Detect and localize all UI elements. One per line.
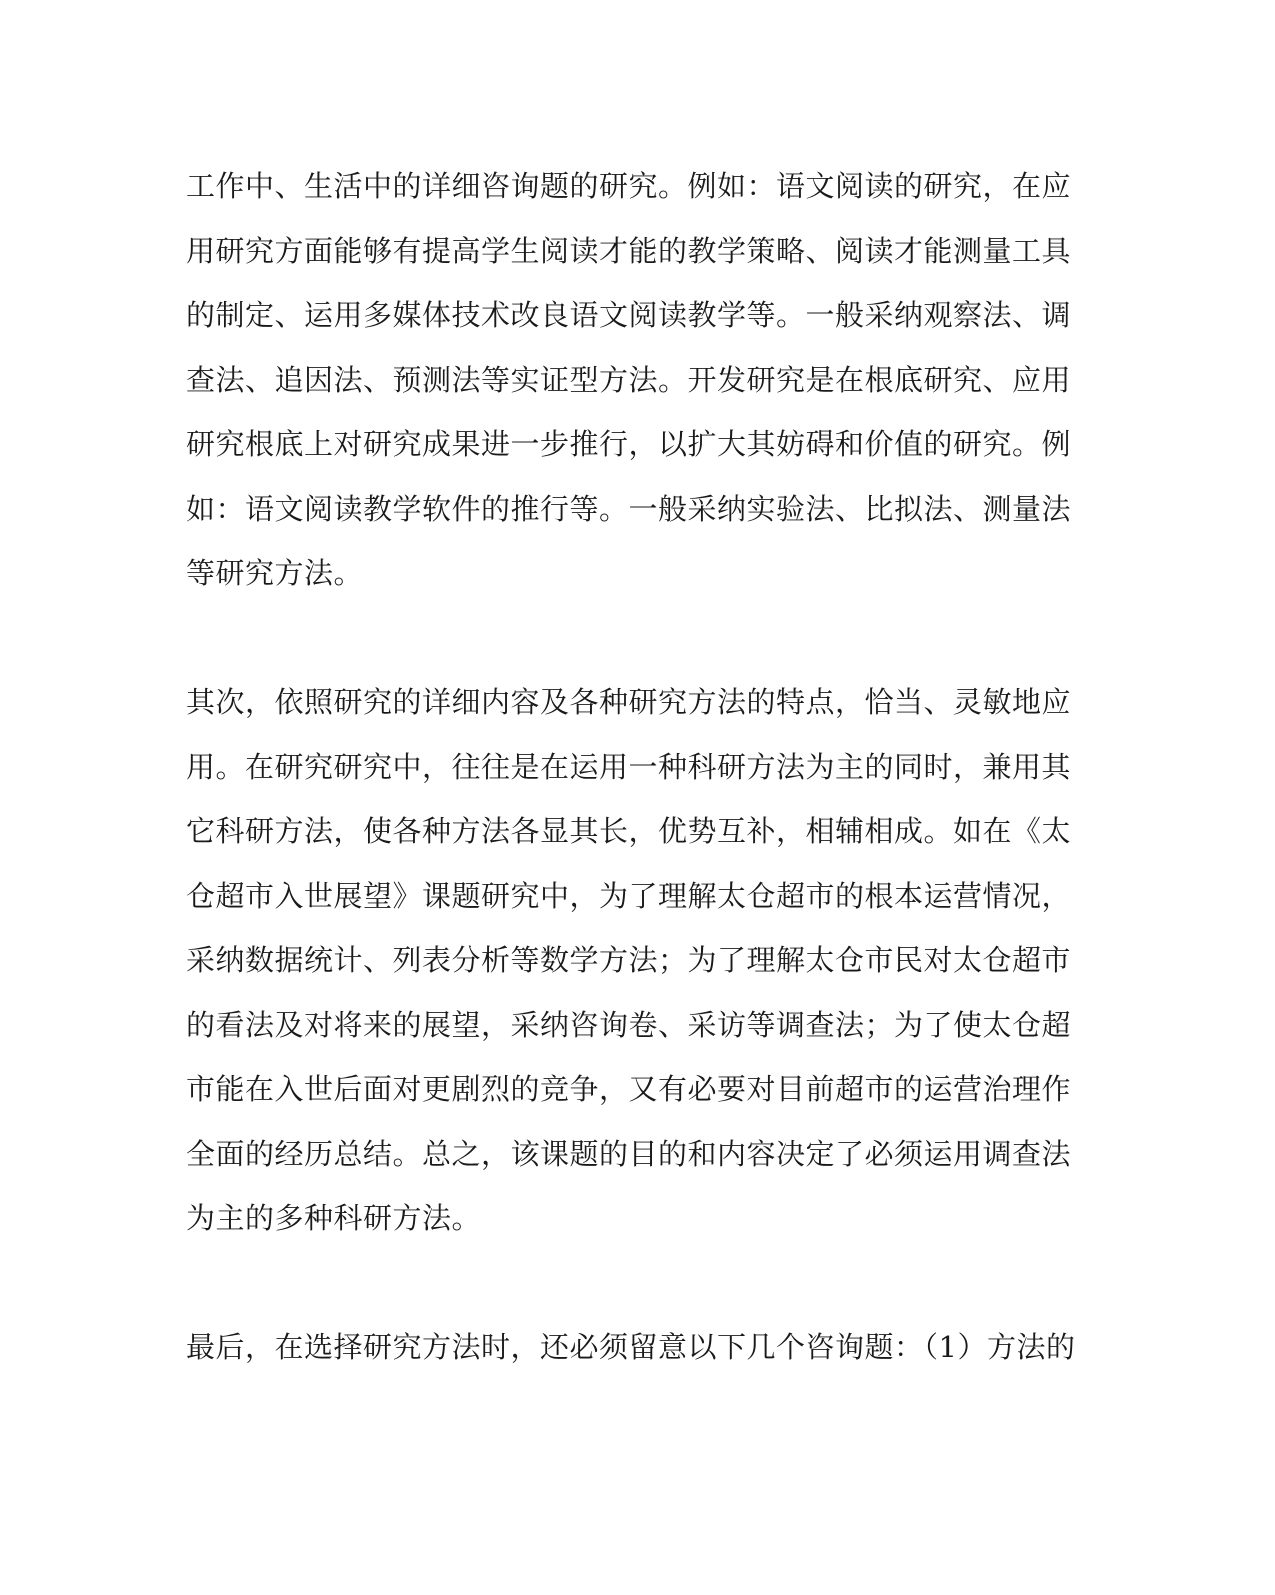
text-line: 等研究方法。: [186, 556, 364, 590]
text-line: 用研究方面能够有提高学生阅读才能的教学策略、阅读才能测量工具: [186, 233, 1072, 268]
text-line: 如：语文阅读教学软件的推行等。一般采纳实验法、比拟法、测量法: [186, 491, 1072, 526]
text-line: 用。在研究研究中，往往是在运用一种科研方法为主的同时，兼用其: [186, 749, 1072, 784]
paragraph-1: [186, 154, 1072, 606]
text-line: 研究根底上对研究成果进一步推行，以扩大其妨碍和价值的研究。例: [186, 427, 1072, 461]
text-line: 其次，依照研究的详细内容及各种研究方法的特点，恰当、灵敏地应: [186, 685, 1072, 719]
text-line: 它科研方法，使各种方法各显其长，优势互补，相辅相成。如在《太: [186, 814, 1072, 848]
paragraph-2: [186, 670, 1072, 1251]
text-line: 工作中、生活中的详细咨询题的研究。例如：语文阅读的研究，在应: [186, 169, 1072, 203]
text-line: 最后，在选择研究方法时，还必须留意以下几个咨询题：（1）方法的: [186, 1330, 1076, 1364]
document-body: [186, 154, 1076, 1380]
text-line: 为主的多种科研方法。: [186, 1201, 482, 1235]
text-line: 仓超市入世展望》课题研究中，为了理解太仓超市的根本运营情况，: [186, 878, 1072, 913]
text-line: 全面的经历总结。总之，该课题的目的和内容决定了必须运用调查法: [186, 1136, 1072, 1171]
text-line: 市能在入世后面对更剧烈的竞争，又有必要对目前超市的运营治理作: [186, 1072, 1072, 1106]
text-line: 的制定、运用多媒体技术改良语文阅读教学等。一般采纳观察法、调: [186, 298, 1072, 332]
text-line: 查法、追因法、预测法等实证型方法。开发研究是在根底研究、应用: [186, 362, 1072, 397]
text-line: 采纳数据统计、列表分析等数学方法；为了理解太仓市民对太仓超市: [186, 943, 1072, 977]
paragraph-3: [186, 1315, 1076, 1380]
text-line: 的看法及对将来的展望，采纳咨询卷、采访等调查法；为了使太仓超: [186, 1007, 1072, 1042]
